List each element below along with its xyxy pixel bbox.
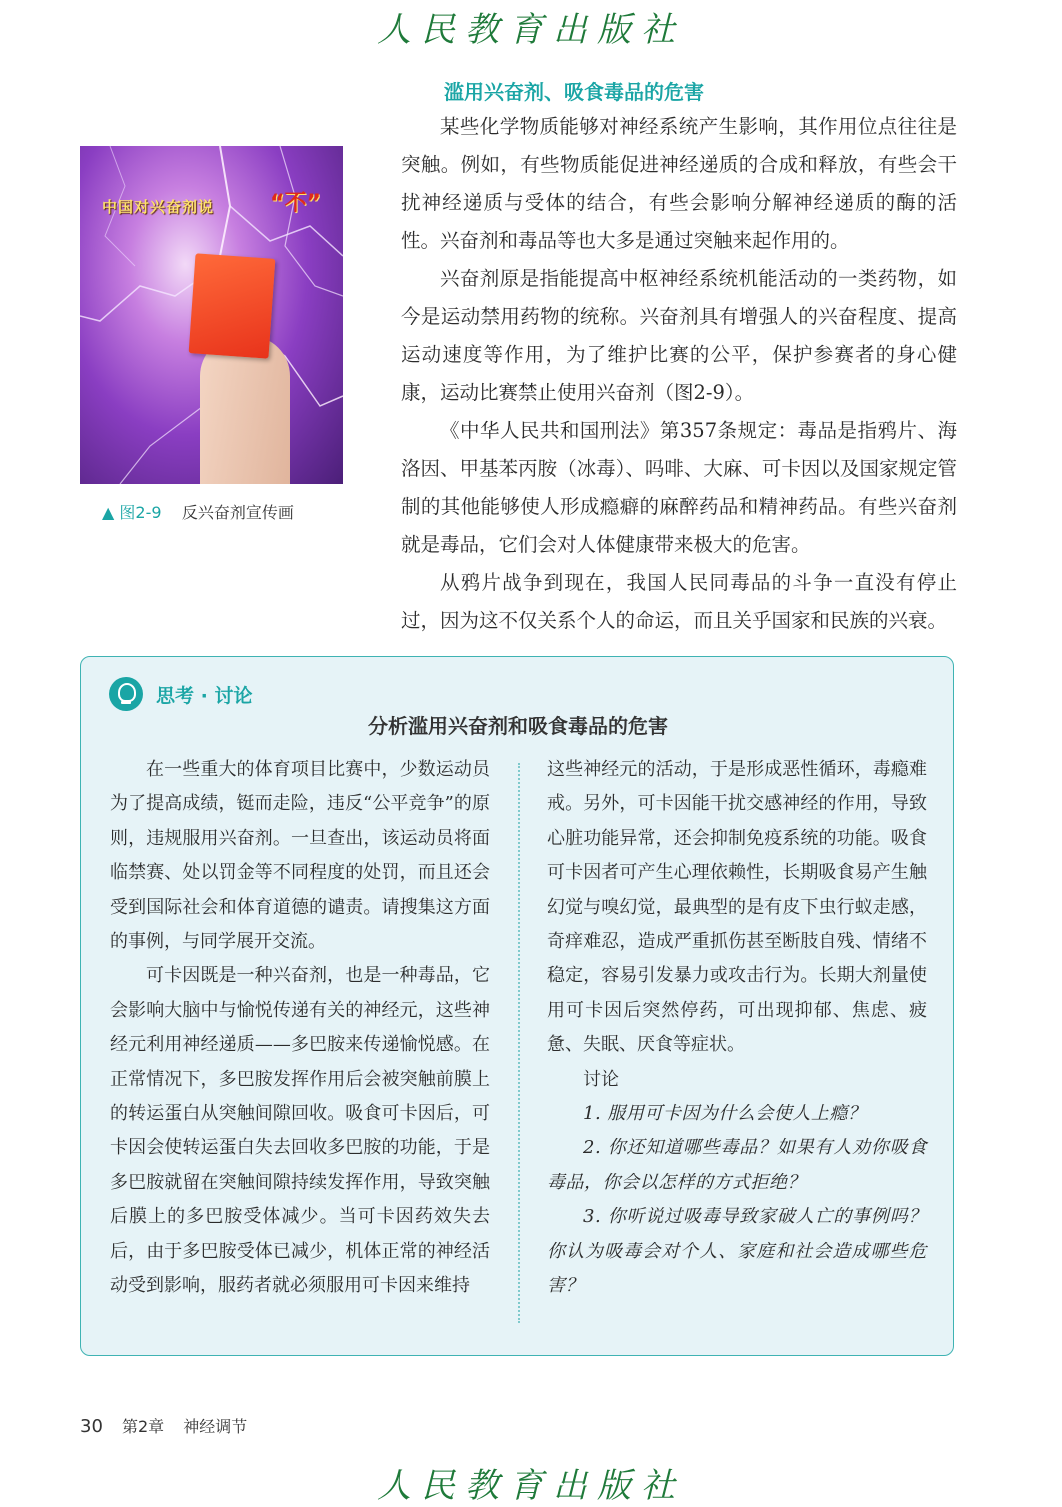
page-number: 30	[80, 1416, 103, 1437]
caption-marker: ▲	[102, 503, 115, 522]
question-item: 2. 你还知道哪些毒品？如果有人劝你吸食毒品，你会以怎样的方式拒绝？	[547, 1137, 927, 1193]
publisher-watermark-bottom: 人民教育出版社	[377, 1466, 685, 1506]
page-footer	[80, 1414, 247, 1437]
body-paragraph: 从鸦片战争到现在，我国人民同毒品的斗争一直没有停止过，因为这不仅关系个人的命运，而且关乎国家和民族的兴衰。	[401, 571, 957, 632]
red-card-graphic	[189, 253, 276, 358]
discussion-label: 思考 · 讨论	[156, 685, 253, 707]
discussion-title: 分析滥用兴奋剂和吸食毒品的危害	[368, 714, 668, 738]
body-paragraph: 《中华人民共和国刑法》第357条规定：毒品是指鸦片、海洛因、甲基苯丙胺（冰毒）、吗啡、大麻、可卡因以及国家规定管制的其他能够使人形成瘾癖的麻醉药品和精神药品。有些兴奋剂就是毒品，它们会对人体健康带来极大的危害。	[401, 419, 957, 556]
column-divider	[518, 763, 520, 1323]
discussion-paragraph: 在一些重大的体育项目比赛中，少数运动员为了提高成绩，铤而走险，违反“公平竞争”的原则，违规服用兴奋剂。一旦查出，该运动员将面临禁赛、处以罚金等不同程度的处罚，而且还会受到国际社会和体育道德的谴责。请搜集这方面的事例，与同学展开交流。	[110, 759, 490, 953]
questions-heading: 讨论	[583, 1068, 619, 1090]
section-title: 滥用兴奋剂、吸食毒品的危害	[444, 80, 704, 104]
poster-no: “不”	[270, 191, 321, 216]
hand-graphic	[200, 336, 290, 484]
chapter-number: 第2章	[122, 1417, 165, 1436]
chapter-title: 神经调节	[183, 1417, 248, 1436]
discussion-right-column	[547, 753, 927, 1304]
body-text	[401, 108, 957, 640]
question-item: 3. 你听说过吸毒导致家破人亡的事例吗？你认为吸毒会对个人、家庭和社会造成哪些危害？	[547, 1206, 927, 1297]
poster-slogan: 中国对兴奋剂说	[102, 198, 215, 216]
discussion-paragraph: 可卡因既是一种兴奋剂，也是一种毒品，它会影响大脑中与愉悦传递有关的神经元，这些神经元利用神经递质——多巴胺来传递愉悦感。在正常情况下，多巴胺发挥作用后会被突触前膜上的转运蛋白从突触间隙回收。吸食可卡因后，可卡因会使转运蛋白失去回收多巴胺的功能，于是多巴胺就留在突触间隙持续发挥作用，导致突触后膜上的多巴胺受体减少。当可卡因药效失去后，由于多巴胺受体已减少，机体正常的神经活动受到影响，服药者就必须服用可卡因来维持	[110, 965, 490, 1297]
lightbulb-icon	[109, 677, 143, 711]
caption-text: 反兴奋剂宣传画	[181, 503, 294, 522]
discussion-paragraph-continued: 这些神经元的活动，于是形成恶性循环，毒瘾难戒。另外，可卡因能干扰交感神经的作用，导致心脏功能异常，还会抑制免疫系统的功能。吸食可卡因者可产生心理依赖性，长期吸食易产生触幻觉与嗅幻觉，最典型的是有皮下虫行蚁走感，奇痒难忍，造成严重抓伤甚至断肢自残、情绪不稳定，容易引发暴力或攻击行为。长期大剂量使用可卡因后突然停药，可出现抑郁、焦虑、疲惫、失眠、厌食等症状。	[547, 759, 927, 1056]
anti-doping-poster	[80, 146, 343, 484]
discussion-left-column	[110, 753, 490, 1304]
publisher-watermark-top: 人民教育出版社	[377, 10, 685, 50]
question-item: 1. 服用可卡因为什么会使人上瘾？	[583, 1103, 867, 1125]
body-paragraph: 某些化学物质能够对神经系统产生影响，其作用位点往往是突触。例如，有些物质能促进神经递质的合成和释放，有些会干扰神经递质与受体的结合，有些会影响分解神经递质的酶的活性。兴奋剂和毒品等也大多是通过突触来起作用的。	[401, 115, 957, 252]
body-paragraph: 兴奋剂原是指能提高中枢神经系统机能活动的一类药物，如今是运动禁用药物的统称。兴奋剂具有增强人的兴奋程度、提高运动速度等作用，为了维护比赛的公平，保护参赛者的身心健康，运动比赛禁止使用兴奋剂（图2-9）。	[401, 267, 957, 404]
caption-number: 图2-9	[119, 503, 162, 522]
figure-caption	[102, 500, 294, 523]
discussion-box	[80, 656, 954, 1356]
